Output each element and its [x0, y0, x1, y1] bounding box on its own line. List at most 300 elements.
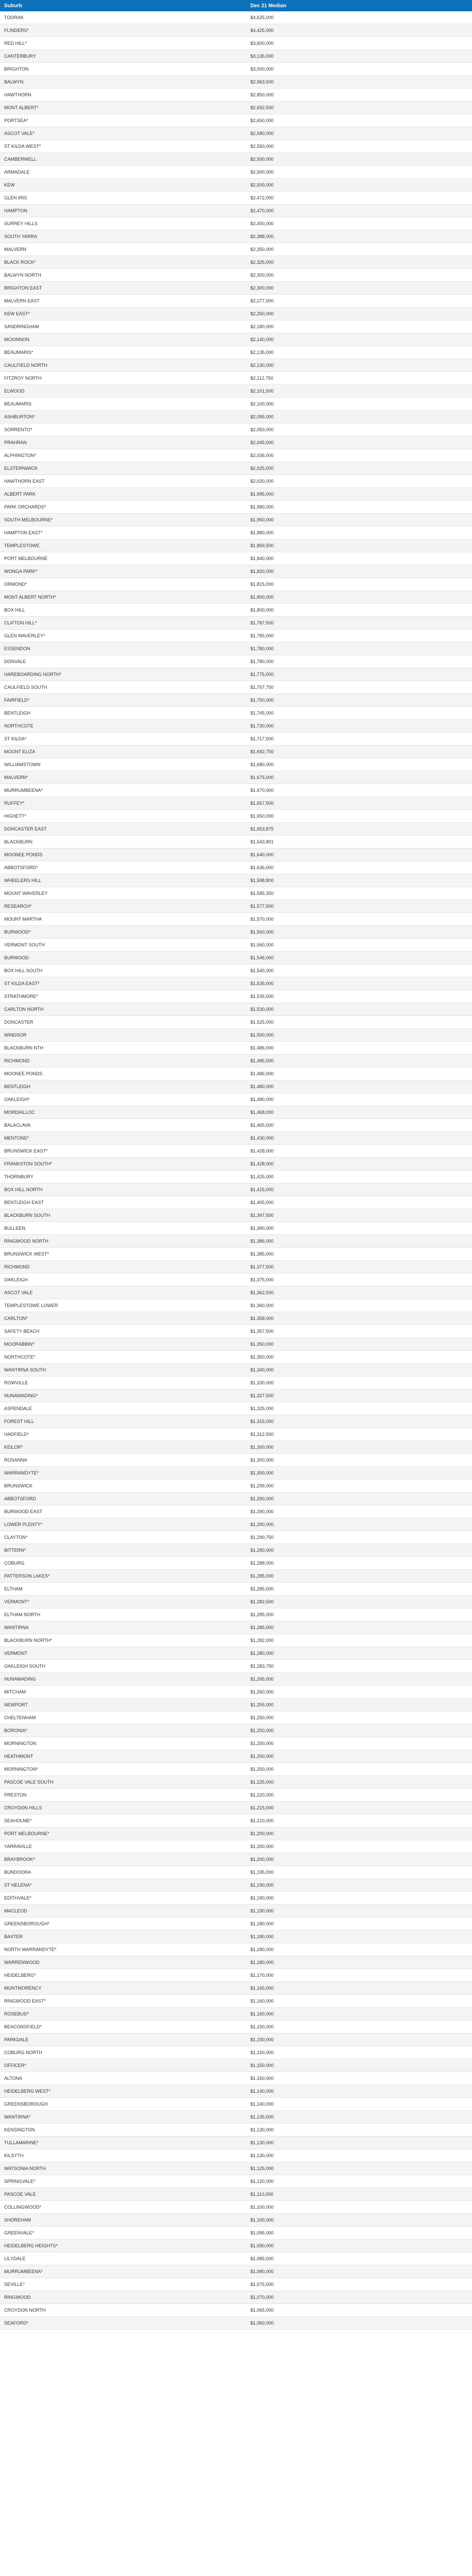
suburb-cell: ABBOTSFORD* — [0, 861, 246, 874]
table-row — [0, 1312, 472, 1325]
suburb-cell: BLACKBURN NTH — [0, 1042, 246, 1055]
median-price-cell: $1,160,000 — [246, 2008, 472, 2021]
table-row — [0, 140, 472, 153]
median-price-cell: $1,200,000 — [246, 1827, 472, 1840]
suburb-cell: HEIDELBERG HEIGHTS* — [0, 2240, 246, 2252]
suburb-cell: SAFETY BEACH — [0, 1325, 246, 1338]
table-row — [0, 1544, 472, 1557]
suburb-cell: COBURG — [0, 1557, 246, 1570]
table-row — [0, 1905, 472, 1918]
median-price-cell: $2,500,000 — [246, 166, 472, 179]
table-row — [0, 76, 472, 89]
median-price-cell: $2,300,000 — [246, 282, 472, 295]
median-price-cell: $1,165,000 — [246, 1982, 472, 1995]
table-row — [0, 1364, 472, 1377]
table-row — [0, 604, 472, 617]
suburb-cell: LILYDALE — [0, 2252, 246, 2265]
median-price-cell: $2,692,500 — [246, 101, 472, 114]
table-row — [0, 1119, 472, 1132]
table-row — [0, 411, 472, 423]
table-row — [0, 1158, 472, 1171]
suburb-cell: DONCASTER — [0, 1016, 246, 1029]
suburb-cell: PASCOE VALE — [0, 2188, 246, 2201]
median-price-cell: $1,290,000 — [246, 1544, 472, 1557]
suburb-cell: BENTLEIGH — [0, 707, 246, 720]
table-row — [0, 1711, 472, 1724]
table-row — [0, 2265, 472, 2278]
table-row — [0, 398, 472, 411]
table-row — [0, 423, 472, 436]
suburb-cell: TEMPLESTOWE LOWER — [0, 1299, 246, 1312]
table-row — [0, 1441, 472, 1454]
table-row — [0, 1055, 472, 1067]
suburb-cell: OAKLEIGH — [0, 1274, 246, 1286]
median-price-cell: $3,000,000 — [246, 63, 472, 76]
table-row — [0, 694, 472, 707]
table-row — [0, 1248, 472, 1261]
table-row — [0, 2240, 472, 2252]
table-row — [0, 900, 472, 913]
table-row — [0, 1454, 472, 1467]
median-price-cell: $2,050,000 — [246, 423, 472, 436]
median-price-cell: $1,350,000 — [246, 1351, 472, 1364]
median-price-cell: $2,277,000 — [246, 295, 472, 308]
median-price-cell: $1,075,000 — [246, 2278, 472, 2291]
table-row — [0, 1286, 472, 1299]
median-price-cell: $1,300,000 — [246, 1467, 472, 1480]
median-price-cell: $2,025,000 — [246, 462, 472, 475]
suburb-cell: BURWOOD* — [0, 926, 246, 939]
suburb-cell: MCKINNON — [0, 333, 246, 346]
median-price-cell: $4,425,000 — [246, 24, 472, 37]
median-price-cell: $2,580,000 — [246, 127, 472, 140]
suburb-cell: TEMPLESTOWE — [0, 539, 246, 552]
suburb-cell: MURRUMBEENA* — [0, 784, 246, 797]
median-price-cell: $1,125,000 — [246, 2162, 472, 2175]
table-row — [0, 1686, 472, 1699]
suburb-cell: CAMBERWELL — [0, 153, 246, 166]
table-body — [0, 11, 472, 2330]
median-price-cell: $1,636,000 — [246, 861, 472, 874]
suburb-cell: ST KILDA WEST* — [0, 140, 246, 153]
suburb-cell: RINGWOOD EAST* — [0, 1995, 246, 2008]
table-row — [0, 655, 472, 668]
table-row — [0, 2227, 472, 2240]
table-header — [0, 0, 472, 11]
table-row — [0, 1737, 472, 1750]
median-price-cell: $1,100,000 — [246, 2201, 472, 2214]
suburb-cell: NUNAWADING* — [0, 1389, 246, 1402]
suburb-cell: SANDRINGHAM — [0, 320, 246, 333]
suburb-cell: MORDIALLOC — [0, 1106, 246, 1119]
suburb-cell: BLACKBURN NORTH* — [0, 1634, 246, 1647]
median-price-cell: $4,625,000 — [246, 11, 472, 24]
median-price-cell: $1,130,000 — [246, 2137, 472, 2149]
table-row — [0, 1930, 472, 1943]
median-price-cell: $1,070,000 — [246, 2291, 472, 2304]
median-price-cell: $1,325,000 — [246, 1402, 472, 1415]
median-price-cell: $1,500,000 — [246, 1029, 472, 1042]
median-price-cell: $2,650,000 — [246, 114, 472, 127]
median-price-cell: $1,283,750 — [246, 1660, 472, 1673]
table-row — [0, 1673, 472, 1686]
suburb-cell: RICHMOND — [0, 1055, 246, 1067]
median-price-cell: $1,485,000 — [246, 1055, 472, 1067]
median-price-cell: $1,085,000 — [246, 2252, 472, 2265]
median-price-cell: $2,100,000 — [246, 398, 472, 411]
suburb-cell: GLEN IRIS — [0, 192, 246, 205]
table-row — [0, 1557, 472, 1570]
table-row — [0, 1608, 472, 1621]
suburb-cell: MURRUMBEENA* — [0, 2265, 246, 2278]
table-row — [0, 1982, 472, 1995]
median-price-cell: $1,330,000 — [246, 1377, 472, 1389]
suburb-cell: MOONEE PONDS — [0, 849, 246, 861]
suburb-cell: VERMONT SOUTH — [0, 939, 246, 952]
median-price-cell: $1,780,000 — [246, 642, 472, 655]
median-price-cell: $1,095,000 — [246, 2227, 472, 2240]
table-row — [0, 1480, 472, 1493]
median-price-cell: $2,300,000 — [246, 269, 472, 282]
suburb-cell: MORNINGTON* — [0, 1763, 246, 1776]
table-row — [0, 2278, 472, 2291]
median-price-cell: $1,250,000 — [246, 1737, 472, 1750]
table-row — [0, 2008, 472, 2021]
median-price-cell: $1,190,000 — [246, 1879, 472, 1892]
suburb-cell: GLEN WAVERLEY* — [0, 630, 246, 642]
suburb-cell: MALVERN EAST — [0, 295, 246, 308]
suburb-cell: BOX HILL NORTH — [0, 1183, 246, 1196]
table-row — [0, 37, 472, 50]
table-row — [0, 1621, 472, 1634]
median-price-cell: $1,327,500 — [246, 1389, 472, 1402]
table-row — [0, 2098, 472, 2111]
table-row — [0, 552, 472, 565]
suburb-cell: ST KILDA* — [0, 733, 246, 745]
table-row — [0, 1402, 472, 1415]
table-row — [0, 1093, 472, 1106]
suburb-cell: PORT MELBOURNE — [0, 552, 246, 565]
suburb-cell: ROSANNA — [0, 1454, 246, 1467]
table-row — [0, 797, 472, 810]
suburb-cell: BULLEEN — [0, 1222, 246, 1235]
median-price-cell: $1,195,000 — [246, 1866, 472, 1879]
median-price-cell: $1,180,000 — [246, 1918, 472, 1930]
table-row — [0, 642, 472, 655]
median-price-cell: $2,500,000 — [246, 179, 472, 192]
suburb-cell: PARK ORCHARDS* — [0, 501, 246, 514]
suburb-cell: BOX HILL — [0, 604, 246, 617]
suburb-cell: CROYDON HILLS — [0, 1802, 246, 1815]
median-price-cell: $1,717,500 — [246, 733, 472, 745]
suburb-cell: STRATHMORE* — [0, 990, 246, 1003]
median-price-cell: $1,560,000 — [246, 926, 472, 939]
table-row — [0, 230, 472, 243]
suburb-cell: SEAHOLME* — [0, 1815, 246, 1827]
median-price-cell: $1,140,000 — [246, 2085, 472, 2098]
suburb-cell: PRAHRAN — [0, 436, 246, 449]
median-price-cell: $1,525,000 — [246, 1016, 472, 1029]
median-price-cell: $1,730,000 — [246, 720, 472, 733]
table-row — [0, 192, 472, 205]
median-price-cell: $1,585,350 — [246, 887, 472, 900]
table-row — [0, 501, 472, 514]
table-row — [0, 2252, 472, 2265]
median-price-cell: $1,390,000 — [246, 1222, 472, 1235]
median-price-cell: $1,385,000 — [246, 1248, 472, 1261]
suburb-cell: MONT ALBERT NORTH* — [0, 591, 246, 604]
suburb-cell: FOREST HILL — [0, 1415, 246, 1428]
median-price-cell: $1,150,000 — [246, 2033, 472, 2046]
table-row — [0, 256, 472, 269]
suburb-cell: BRUNSWICK EAST* — [0, 1145, 246, 1158]
median-price-cell: $1,657,500 — [246, 797, 472, 810]
median-price-cell: $2,180,000 — [246, 320, 472, 333]
table-row — [0, 1815, 472, 1827]
median-price-cell: $2,470,000 — [246, 205, 472, 217]
table-row — [0, 1660, 472, 1673]
suburb-cell: BURWOOD EAST — [0, 1505, 246, 1518]
table-row — [0, 1003, 472, 1016]
median-price-cell: $1,405,000 — [246, 1196, 472, 1209]
table-row — [0, 2149, 472, 2162]
table-row — [0, 1389, 472, 1402]
median-price-cell: $1,640,000 — [246, 849, 472, 861]
median-price-cell: $2,036,000 — [246, 449, 472, 462]
suburb-cell: WINDSOR — [0, 1029, 246, 1042]
suburb-cell: RESEARCH* — [0, 900, 246, 913]
table-row — [0, 1196, 472, 1209]
median-price-cell: $1,340,000 — [246, 1364, 472, 1377]
median-price-cell: $1,180,000 — [246, 1930, 472, 1943]
suburb-cell: PARKDALE — [0, 2033, 246, 2046]
table-row — [0, 1171, 472, 1183]
suburb-cell: WARRANDYTE* — [0, 1467, 246, 1480]
suburb-cell: BLACKBURN SOUTH — [0, 1209, 246, 1222]
median-price-cell: $1,290,000 — [246, 1505, 472, 1518]
suburb-cell: ARMADALE — [0, 166, 246, 179]
table-row — [0, 578, 472, 591]
median-price-cell: $1,577,500 — [246, 900, 472, 913]
suburb-cell: BRUNSWICK — [0, 1480, 246, 1493]
suburb-cell: NORTHCOTE* — [0, 1351, 246, 1364]
table-row — [0, 758, 472, 771]
suburb-cell: LOWER PLENTY* — [0, 1518, 246, 1531]
suburb-cell: SHOREHAM — [0, 2214, 246, 2227]
table-row — [0, 2137, 472, 2149]
table-row — [0, 2188, 472, 2201]
median-price-cell: $1,120,000 — [246, 2175, 472, 2188]
table-row — [0, 1183, 472, 1196]
median-price-cell: $1,880,000 — [246, 527, 472, 539]
median-price-cell: $1,815,000 — [246, 578, 472, 591]
median-price-cell: $2,250,000 — [246, 308, 472, 320]
suburb-cell: BURWOOD — [0, 952, 246, 964]
table-row — [0, 964, 472, 977]
median-price-cell: $1,300,000 — [246, 1441, 472, 1454]
median-price-cell: $1,190,000 — [246, 1892, 472, 1905]
suburb-cell: ABBOTSFORD — [0, 1493, 246, 1505]
median-price-cell: $1,377,500 — [246, 1261, 472, 1274]
median-price-cell: $1,750,000 — [246, 694, 472, 707]
table-row — [0, 1377, 472, 1389]
suburb-cell: ESSENDON — [0, 642, 246, 655]
table-row — [0, 1518, 472, 1531]
median-price-cell: $2,045,000 — [246, 436, 472, 449]
median-price-cell: $1,282,000 — [246, 1634, 472, 1647]
median-price-cell: $1,150,000 — [246, 2046, 472, 2059]
table-row — [0, 2033, 472, 2046]
suburb-cell: NORTH WARRANDYTE* — [0, 1943, 246, 1956]
table-row — [0, 1853, 472, 1866]
table-row — [0, 1351, 472, 1364]
median-price-cell: $1,360,000 — [246, 1299, 472, 1312]
median-price-cell: $1,745,000 — [246, 707, 472, 720]
median-price-cell: $1,560,000 — [246, 939, 472, 952]
suburb-cell: CANTERBURY — [0, 50, 246, 63]
median-price-cell: $1,250,000 — [246, 1763, 472, 1776]
suburb-cell: VERMONT — [0, 1647, 246, 1660]
table-row — [0, 2124, 472, 2137]
suburb-cell: BLACK ROCK* — [0, 256, 246, 269]
median-price-cell: $1,200,000 — [246, 1853, 472, 1866]
table-row — [0, 50, 472, 63]
suburb-cell: FRANKSTON SOUTH* — [0, 1158, 246, 1171]
median-price-cell: $1,065,000 — [246, 2304, 472, 2317]
suburb-cell: SOUTH MELBOURNE* — [0, 514, 246, 527]
median-price-cell: $2,450,000 — [246, 217, 472, 230]
suburb-cell: BOX HILL SOUTH — [0, 964, 246, 977]
table-row — [0, 1132, 472, 1145]
median-price-cell: $1,785,000 — [246, 630, 472, 642]
suburb-cell: MACLEOD — [0, 1905, 246, 1918]
median-price-cell: $2,130,000 — [246, 359, 472, 372]
table-row — [0, 1467, 472, 1480]
median-price-cell: $1,480,000 — [246, 1093, 472, 1106]
suburb-cell: DONVALE — [0, 655, 246, 668]
table-row — [0, 784, 472, 797]
suburb-cell: YARRAVILLE — [0, 1840, 246, 1853]
median-price-cell: $1,110,000 — [246, 2188, 472, 2201]
table-row — [0, 874, 472, 887]
median-price-cell: $2,388,000 — [246, 230, 472, 243]
table-row — [0, 514, 472, 527]
suburb-cell: ALTONA — [0, 2072, 246, 2085]
table-row — [0, 565, 472, 578]
table-row — [0, 1866, 472, 1879]
table-row — [0, 1802, 472, 1815]
median-price-cell: $1,859,500 — [246, 539, 472, 552]
median-price-cell: $2,325,000 — [246, 256, 472, 269]
table-row — [0, 1840, 472, 1853]
median-price-cell: $1,840,000 — [246, 552, 472, 565]
median-price-cell: $1,315,000 — [246, 1415, 472, 1428]
suburb-cell: BRUNSWICK WEST* — [0, 1248, 246, 1261]
suburb-cell: VERMONT* — [0, 1596, 246, 1608]
table-row — [0, 320, 472, 333]
table-row — [0, 1596, 472, 1608]
table-row — [0, 1943, 472, 1956]
table-row — [0, 269, 472, 282]
median-price-cell: $1,140,000 — [246, 2098, 472, 2111]
table-row — [0, 488, 472, 501]
table-row — [0, 1699, 472, 1711]
suburb-cell: MOUNT ELIZA — [0, 745, 246, 758]
table-row — [0, 1415, 472, 1428]
table-row — [0, 1042, 472, 1055]
suburb-cell: HAWTHORN EAST — [0, 475, 246, 488]
table-row — [0, 1969, 472, 1982]
table-row — [0, 810, 472, 823]
suburb-column-header[interactable]: Suburb — [0, 0, 246, 11]
suburb-cell: MOONEE PONDS — [0, 1067, 246, 1080]
table-row — [0, 1235, 472, 1248]
suburb-cell: CROYDON NORTH — [0, 2304, 246, 2317]
median-price-cell: $1,375,000 — [246, 1274, 472, 1286]
median-price-cell: $1,780,000 — [246, 655, 472, 668]
suburb-cell: WATSONIA NORTH — [0, 2162, 246, 2175]
table-row — [0, 346, 472, 359]
suburb-cell: HAWTHORN — [0, 89, 246, 101]
table-row — [0, 63, 472, 76]
median-price-cell: $2,963,500 — [246, 76, 472, 89]
table-row — [0, 359, 472, 372]
median-price-cell: $1,757,750 — [246, 681, 472, 694]
suburb-cell: BORONIA* — [0, 1724, 246, 1737]
table-row — [0, 1338, 472, 1351]
suburb-cell: PASCOE VALE SOUTH — [0, 1776, 246, 1789]
median-price-cell: $1,220,000 — [246, 1789, 472, 1802]
table-row — [0, 1570, 472, 1583]
suburb-cell: HADFIELD* — [0, 1428, 246, 1441]
suburb-cell: HAMPTON EAST* — [0, 527, 246, 539]
table-row — [0, 1261, 472, 1274]
median-column-header[interactable]: Dec 21 Median — [246, 0, 472, 11]
table-row — [0, 977, 472, 990]
table-row — [0, 308, 472, 320]
median-price-cell: $1,250,000 — [246, 1750, 472, 1763]
table-row — [0, 836, 472, 849]
median-price-cell: $1,675,000 — [246, 771, 472, 784]
suburb-cell: PRESTON — [0, 1789, 246, 1802]
table-row — [0, 295, 472, 308]
table-row — [0, 823, 472, 836]
suburb-cell: GREENSBOROUGH* — [0, 1918, 246, 1930]
median-price-cell: $1,692,750 — [246, 745, 472, 758]
suburb-cell: CAULFIELD SOUTH — [0, 681, 246, 694]
table-row — [0, 2304, 472, 2317]
suburb-cell: WANTIRNA* — [0, 2111, 246, 2124]
median-price-cell: $1,357,500 — [246, 1325, 472, 1338]
median-price-cell: $1,428,000 — [246, 1145, 472, 1158]
median-price-cell: $1,200,000 — [246, 1840, 472, 1853]
table-row — [0, 2317, 472, 2330]
median-price-cell: $1,535,000 — [246, 990, 472, 1003]
median-price-cell: $1,540,000 — [246, 964, 472, 977]
suburb-cell: GREENSBOROUGH — [0, 2098, 246, 2111]
table-row — [0, 849, 472, 861]
suburb-cell: ELTHAM — [0, 1583, 246, 1596]
table-row — [0, 101, 472, 114]
table-row — [0, 1222, 472, 1235]
table-row — [0, 2201, 472, 2214]
table-row — [0, 939, 472, 952]
table-row — [0, 617, 472, 630]
table-row — [0, 2021, 472, 2033]
suburb-cell: ASPENDALE — [0, 1402, 246, 1415]
suburb-cell: HEIDELBERG WEST* — [0, 2085, 246, 2098]
table-row — [0, 114, 472, 127]
